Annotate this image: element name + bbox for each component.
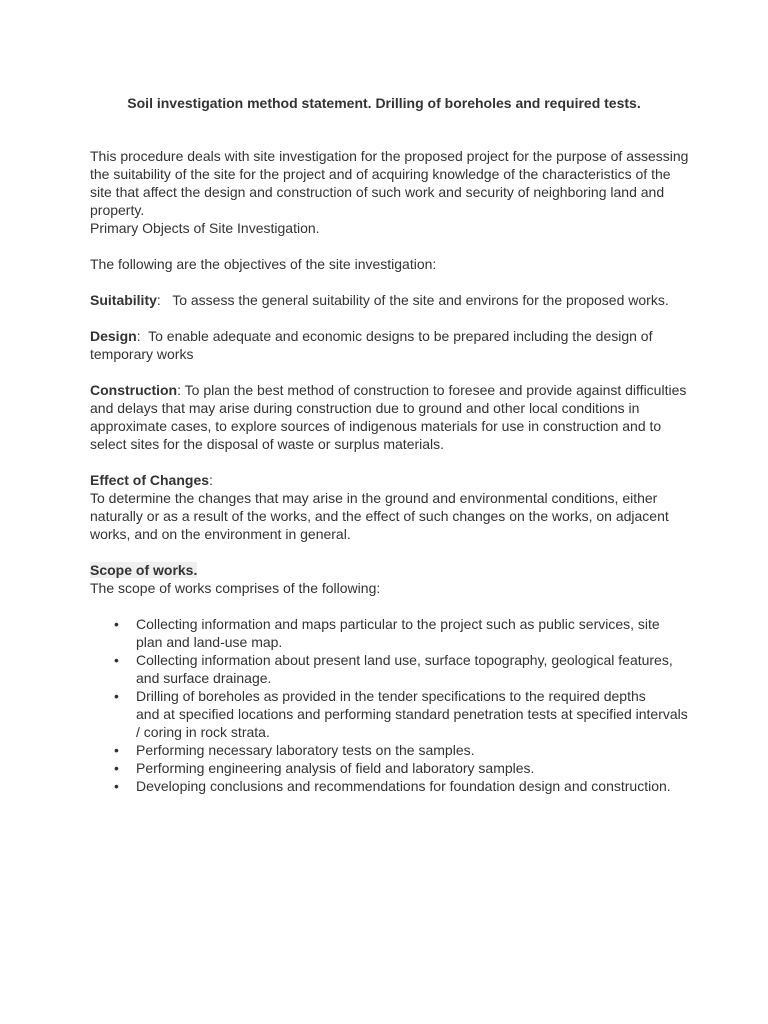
spacer — [90, 309, 690, 327]
scope-intro: The scope of works comprises of the following: — [90, 580, 381, 596]
list-item — [90, 651, 690, 687]
spacer — [90, 363, 690, 381]
objective-label: Design — [90, 328, 137, 344]
list-item — [90, 615, 690, 651]
list-item-text: Performing necessary laboratory tests on the samples. — [136, 742, 475, 758]
objective-text: To plan the best method of construction to foresee and provide against difficulties and delays that may arise during construction due to ground and other local conditions in approximate cases, to explore sources of indigenous materials for use in construction and to select sites for the disposal of waste or surplus materials. — [90, 382, 687, 452]
list-item — [90, 759, 690, 777]
list-item-text: Collecting information about present land use, surface topography, geological features, and surface drainage. — [136, 652, 673, 686]
effect-label: Effect of Changes — [90, 472, 210, 488]
spacer — [90, 543, 690, 561]
scope-list — [90, 615, 690, 795]
bullet-icon: • — [114, 760, 119, 776]
objective-design — [90, 327, 690, 363]
bullet-icon: • — [114, 742, 119, 758]
list-item-text: Collecting information and maps particular to the project such as public services, site plan and land-use map. — [136, 616, 660, 650]
objective-label: Suitability — [90, 292, 157, 308]
list-item-text: Drilling of boreholes as provided in the tender specifications to the required depths — [136, 688, 646, 704]
spacer — [90, 237, 690, 255]
objectives-intro: The following are the objectives of the site investigation: — [90, 256, 437, 272]
document-body — [90, 147, 690, 795]
intro-paragraph: This procedure deals with site investigation for the proposed project for the purpose of assessing the suitability of the site for the project and of acquiring knowledge of the characteristics of the site that affect the design and construction of such work and security of neighboring land and property. — [90, 148, 689, 218]
document-title: Soil investigation method statement. Drilling of boreholes and required tests. — [127, 95, 641, 111]
objective-text: To assess the general suitability of the site and environs for the proposed works. — [172, 292, 669, 308]
primary-objects-line: Primary Objects of Site Investigation. — [90, 220, 320, 236]
bullet-icon: • — [114, 652, 119, 668]
spacer — [90, 453, 690, 471]
bullet-icon: • — [114, 778, 119, 794]
objective-separator: : — [136, 328, 149, 344]
objective-label: Construction — [90, 382, 178, 398]
list-item — [90, 777, 690, 795]
bullet-icon: • — [114, 616, 119, 632]
objective-separator: : — [177, 382, 185, 398]
scope-heading-line — [90, 561, 690, 579]
scope-heading: Scope of works. — [90, 562, 198, 578]
list-item — [90, 741, 690, 759]
objective-text: To enable adequate and economic designs to be prepared including the design of temporary works — [90, 328, 653, 362]
effect-heading — [90, 471, 690, 489]
effect-colon: : — [209, 472, 213, 488]
effect-paragraph: To determine the changes that may arise in the ground and environmental conditions, either naturally or as a result of the works, and the effect of such changes on the works, on adjacent works, and on the environment in general. — [90, 490, 669, 542]
spacer — [90, 273, 690, 291]
objective-separator: : — [156, 292, 173, 308]
bullet-icon: • — [114, 688, 119, 704]
objective-suitability — [90, 291, 690, 309]
list-item-text: Performing engineering analysis of field and laboratory samples. — [136, 760, 535, 776]
list-item-text: Developing conclusions and recommendations for foundation design and construction. — [136, 778, 671, 794]
list-item — [90, 687, 690, 741]
objective-construction — [90, 381, 690, 453]
list-item-continuation: and at specified locations and performing standard penetration tests at specified intervals / coring in rock strata. — [136, 706, 688, 740]
spacer — [90, 597, 690, 615]
